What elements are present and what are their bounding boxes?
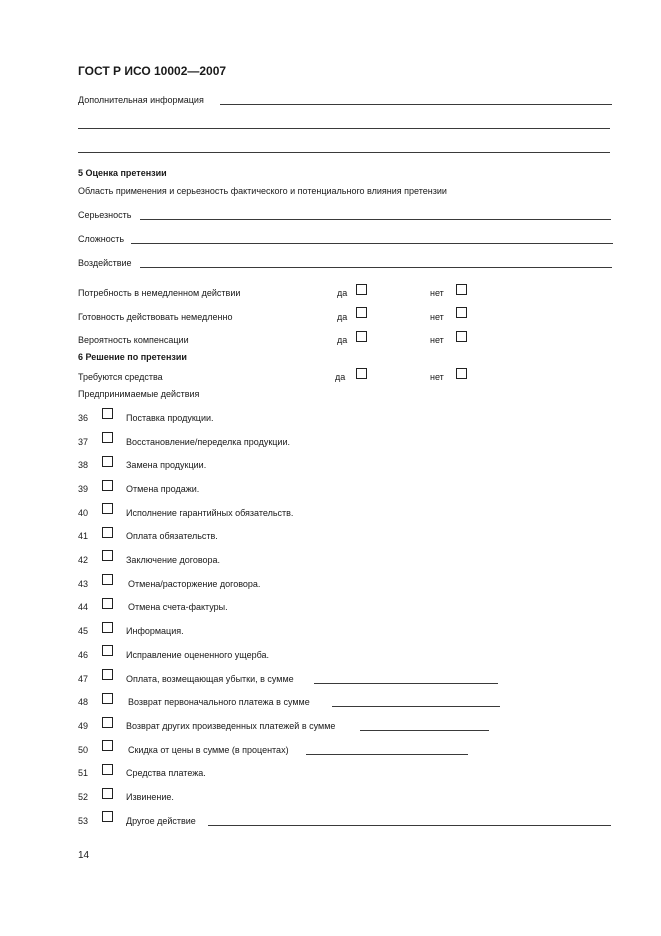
- no-label: нет: [430, 335, 444, 345]
- yes-checkbox[interactable]: [356, 368, 367, 379]
- yes-checkbox[interactable]: [356, 331, 367, 342]
- action-number: 41: [78, 531, 89, 541]
- action-checkbox[interactable]: [102, 764, 113, 775]
- question-compensation: Вероятность компенсации: [78, 335, 189, 345]
- action-label: Отмена продажи.: [126, 484, 200, 494]
- action-checkbox[interactable]: [102, 503, 113, 514]
- action-number: 50: [78, 745, 89, 755]
- action-checkbox[interactable]: [102, 480, 113, 491]
- other-action-field[interactable]: [208, 825, 611, 826]
- section-6-heading: 6 Решение по претензии: [78, 352, 187, 362]
- no-label: нет: [430, 312, 444, 322]
- action-checkbox[interactable]: [102, 432, 113, 443]
- amount-field[interactable]: [332, 706, 500, 707]
- action-label: Другое действие: [126, 816, 196, 826]
- action-number: 38: [78, 460, 89, 470]
- action-number: 39: [78, 484, 89, 494]
- action-checkbox[interactable]: [102, 408, 113, 419]
- action-number: 45: [78, 626, 89, 636]
- document-title: ГОСТ Р ИСО 10002—2007: [78, 64, 227, 78]
- yes-label: да: [335, 372, 346, 382]
- action-number: 36: [78, 413, 89, 423]
- action-label: Скидка от цены в сумме (в процентах): [128, 745, 289, 755]
- action-number: 49: [78, 721, 89, 731]
- action-checkbox[interactable]: [102, 622, 113, 633]
- action-number: 42: [78, 555, 89, 565]
- action-checkbox[interactable]: [102, 811, 113, 822]
- severity-label: Серьезность: [78, 210, 132, 220]
- action-label: Замена продукции.: [126, 460, 207, 470]
- yes-label: да: [337, 288, 348, 298]
- action-label: Отмена/расторжение договора.: [128, 579, 261, 589]
- action-number: 53: [78, 816, 89, 826]
- action-number: 40: [78, 508, 89, 518]
- action-number: 46: [78, 650, 89, 660]
- no-checkbox[interactable]: [456, 284, 467, 295]
- action-checkbox[interactable]: [102, 598, 113, 609]
- action-label: Оплата обязательств.: [126, 531, 218, 541]
- actions-heading: Предпринимаемые действия: [78, 389, 200, 399]
- no-checkbox[interactable]: [456, 331, 467, 342]
- question-means-required: Требуются средства: [78, 372, 163, 382]
- action-label: Информация.: [126, 626, 184, 636]
- action-label: Возврат других произведенных платежей в сумме: [126, 721, 336, 731]
- action-label: Восстановление/переделка продукции.: [126, 437, 290, 447]
- action-checkbox[interactable]: [102, 645, 113, 656]
- action-number: 52: [78, 792, 89, 802]
- question-ready-to-act: Готовность действовать немедленно: [78, 312, 233, 322]
- action-checkbox[interactable]: [102, 527, 113, 538]
- percent-field[interactable]: [306, 754, 468, 755]
- action-label: Исполнение гарантийных обязательств.: [126, 508, 294, 518]
- complexity-field[interactable]: [131, 243, 613, 244]
- action-label: Возврат первоначального платежа в сумме: [128, 697, 310, 707]
- no-label: нет: [430, 372, 444, 382]
- section-5-heading: 5 Оценка претензии: [78, 168, 167, 178]
- additional-info-label: Дополнительная информация: [78, 95, 204, 105]
- impact-field[interactable]: [140, 267, 612, 268]
- yes-label: да: [337, 335, 348, 345]
- action-checkbox[interactable]: [102, 550, 113, 561]
- amount-field[interactable]: [314, 683, 498, 684]
- action-number: 44: [78, 602, 89, 612]
- complexity-label: Сложность: [78, 234, 125, 244]
- additional-info-line-1[interactable]: [220, 104, 612, 105]
- action-label: Заключение договора.: [126, 555, 221, 565]
- additional-info-line-2[interactable]: [78, 128, 610, 129]
- action-number: 48: [78, 697, 89, 707]
- page-number: 14: [78, 850, 90, 861]
- action-label: Оплата, возмещающая убытки, в сумме: [126, 674, 294, 684]
- action-checkbox[interactable]: [102, 574, 113, 585]
- yes-checkbox[interactable]: [356, 307, 367, 318]
- amount-field[interactable]: [360, 730, 489, 731]
- action-label: Исправление оцененного ущерба.: [126, 650, 270, 660]
- action-number: 51: [78, 768, 89, 778]
- action-checkbox[interactable]: [102, 693, 113, 704]
- question-immediate-action: Потребность в немедленном действии: [78, 288, 241, 298]
- action-checkbox[interactable]: [102, 740, 113, 751]
- severity-field[interactable]: [140, 219, 611, 220]
- no-checkbox[interactable]: [456, 307, 467, 318]
- section-5-subtitle: Область применения и серьезность фактического и потенциального влияния претензии: [78, 186, 447, 196]
- action-label: Средства платежа.: [126, 768, 206, 778]
- action-checkbox[interactable]: [102, 717, 113, 728]
- action-checkbox[interactable]: [102, 788, 113, 799]
- action-number: 43: [78, 579, 89, 589]
- no-checkbox[interactable]: [456, 368, 467, 379]
- action-label: Извинение.: [126, 792, 174, 802]
- action-number: 37: [78, 437, 89, 447]
- yes-checkbox[interactable]: [356, 284, 367, 295]
- action-number: 47: [78, 674, 89, 684]
- yes-label: да: [337, 312, 348, 322]
- impact-label: Воздействие: [78, 258, 132, 268]
- no-label: нет: [430, 288, 444, 298]
- action-checkbox[interactable]: [102, 456, 113, 467]
- additional-info-line-3[interactable]: [78, 152, 610, 153]
- action-checkbox[interactable]: [102, 669, 113, 680]
- action-label: Поставка продукции.: [126, 413, 214, 423]
- action-label: Отмена счета-фактуры.: [128, 602, 228, 612]
